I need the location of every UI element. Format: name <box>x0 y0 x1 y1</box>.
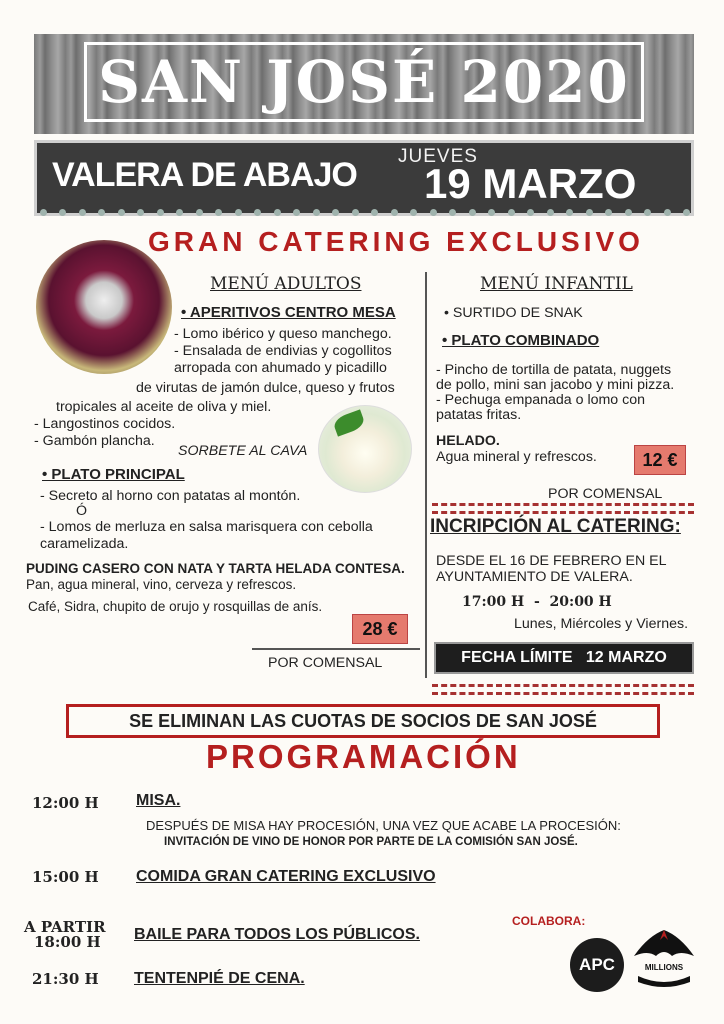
dot <box>118 209 125 216</box>
adult-price-badge: 28 € <box>352 614 408 644</box>
cuotas-notice: SE ELIMINAN LAS CUOTAS DE SOCIOS DE SAN JOSÉ <box>66 704 660 738</box>
program-time: 18:00 H <box>34 933 101 951</box>
dot <box>59 209 66 216</box>
dot <box>508 209 515 216</box>
plato-combinado-heading: • PLATO COMBINADO <box>442 332 600 349</box>
dot <box>352 209 359 216</box>
dot <box>79 209 86 216</box>
dot <box>293 209 300 216</box>
decorative-dots <box>40 209 690 219</box>
dot <box>137 209 144 216</box>
program-time: 21:30 H <box>32 970 99 988</box>
location-label: VALERA DE ABAJO <box>52 156 357 194</box>
menu-line: tropicales al aceite de oliva y miel. <box>56 399 272 415</box>
dot <box>683 209 690 216</box>
program-heading: PROGRAMACIÓN <box>206 738 521 775</box>
dessert-line: PUDING CASERO CON NATA Y TARTA HELADA CONTESA. <box>26 561 405 576</box>
dot <box>488 209 495 216</box>
title-frame <box>84 42 644 122</box>
kids-menu-line: • SURTIDO DE SNAK <box>444 305 583 321</box>
misa-note: DESPUÉS DE MISA HAY PROCESIÓN, UNA VEZ QUE ACABE LA PROCESIÓN: <box>146 818 621 833</box>
helado-label: HELADO. <box>436 433 500 449</box>
dot <box>664 209 671 216</box>
dot <box>332 209 339 216</box>
dot <box>215 209 222 216</box>
program-event: TENTENPIÉ DE CENA. <box>134 970 305 987</box>
dot <box>605 209 612 216</box>
program-time: 15:00 H <box>32 868 99 886</box>
kids-menu-line: de pollo, mini san jacobo y mini pizza. <box>436 377 675 393</box>
dashed-separator <box>432 503 694 514</box>
dot <box>157 209 164 216</box>
apc-logo-text: APC <box>579 955 615 974</box>
menu-line: - Langostinos cocidos. <box>34 416 176 432</box>
kids-menu-line: - Pincho de tortilla de patata, nuggets <box>436 362 672 378</box>
dot <box>625 209 632 216</box>
dot <box>254 209 261 216</box>
dot <box>449 209 456 216</box>
menu-line: - Lomos de merluza en salsa marisquera con cebolla <box>40 519 373 535</box>
inscription-hours: 17:00 H - 20:00 H <box>462 594 612 610</box>
inscription-days: Lunes, Miércoles y Viernes. <box>514 616 689 632</box>
per-person-label: POR COMENSAL <box>268 655 383 671</box>
sorbet-label: SORBETE AL CAVA <box>178 443 308 459</box>
dot <box>235 209 242 216</box>
per-person-label: POR COMENSAL <box>548 486 663 502</box>
kids-drinks-line: Agua mineral y refrescos. <box>436 449 597 465</box>
dot <box>644 209 651 216</box>
dot <box>196 209 203 216</box>
dot <box>430 209 437 216</box>
coffee-line: Café, Sidra, chupito de orujo y rosquillas de anís. <box>28 599 323 614</box>
aperitivos-heading: • APERITIVOS CENTRO MESA <box>181 304 396 321</box>
program-event: MISA. <box>136 792 181 809</box>
program-time: 12:00 H <box>32 794 99 812</box>
apc-logo <box>570 938 624 992</box>
dot <box>313 209 320 216</box>
dot <box>176 209 183 216</box>
plato-principal-heading: • PLATO PRINCIPAL <box>42 466 185 483</box>
dot <box>410 209 417 216</box>
drinks-line: Pan, agua mineral, vino, cerveza y refrescos. <box>26 577 297 592</box>
menu-line: Ó <box>76 503 88 519</box>
dot <box>98 209 105 216</box>
millions-logo <box>632 926 696 988</box>
weekday-label: JUEVES <box>398 146 478 167</box>
program-event: COMIDA GRAN CATERING EXCLUSIVO <box>136 868 436 885</box>
menu-line: caramelizada. <box>40 536 129 552</box>
dashed-separator <box>432 684 694 695</box>
dot <box>586 209 593 216</box>
kids-menu-line: - Pechuga empanada o lomo con <box>436 392 646 408</box>
dot <box>527 209 534 216</box>
program-event: BAILE PARA TODOS LOS PÚBLICOS. <box>134 926 420 943</box>
misa-note: INVITACIÓN DE VINO DE HONOR POR PARTE DE LA COMISIÓN SAN JOSÉ. <box>164 836 578 848</box>
divider <box>252 648 420 650</box>
menu-line: - Lomo ibérico y queso manchego. <box>174 326 392 342</box>
kids-menu-line: patatas fritas. <box>436 407 522 423</box>
banquet-table-photo <box>36 240 172 374</box>
sorbet-photo <box>318 405 412 493</box>
dot <box>469 209 476 216</box>
kids-menu-heading: MENÚ INFANTIL <box>480 274 633 294</box>
dot <box>566 209 573 216</box>
program-time: A PARTIR <box>24 918 106 936</box>
menu-line: arropada con ahumado y picadillo <box>174 360 387 376</box>
dot <box>391 209 398 216</box>
inscription-heading: INCRIPCIÓN AL CATERING: <box>430 516 681 537</box>
sponsors-label: COLABORA: <box>512 914 586 928</box>
menu-line: de virutas de jamón dulce, queso y frutos <box>136 380 395 396</box>
adult-menu-heading: MENÚ ADULTOS <box>210 274 362 294</box>
column-divider <box>425 272 427 678</box>
event-title: SAN JOSÉ 2020 <box>98 48 630 116</box>
kids-price-badge: 12 € <box>634 445 686 475</box>
menu-line: - Secreto al horno con patatas al montón. <box>40 488 301 504</box>
date-label: 19 MARZO <box>424 160 637 207</box>
dot <box>547 209 554 216</box>
inscription-line: AYUNTAMIENTO DE VALERA. <box>436 569 633 585</box>
dot <box>371 209 378 216</box>
inscription-line: DESDE EL 16 DE FEBRERO EN EL <box>436 553 667 569</box>
dot <box>274 209 281 216</box>
dot <box>40 209 47 216</box>
menu-line: - Gambón plancha. <box>34 433 155 449</box>
catering-banner: GRAN CATERING EXCLUSIVO <box>148 226 644 257</box>
menu-line: - Ensalada de endivias y cogollitos <box>174 343 392 359</box>
deadline-badge: FECHA LÍMITE 12 MARZO <box>434 642 694 674</box>
millions-logo-text: MILLIONS <box>644 963 684 972</box>
